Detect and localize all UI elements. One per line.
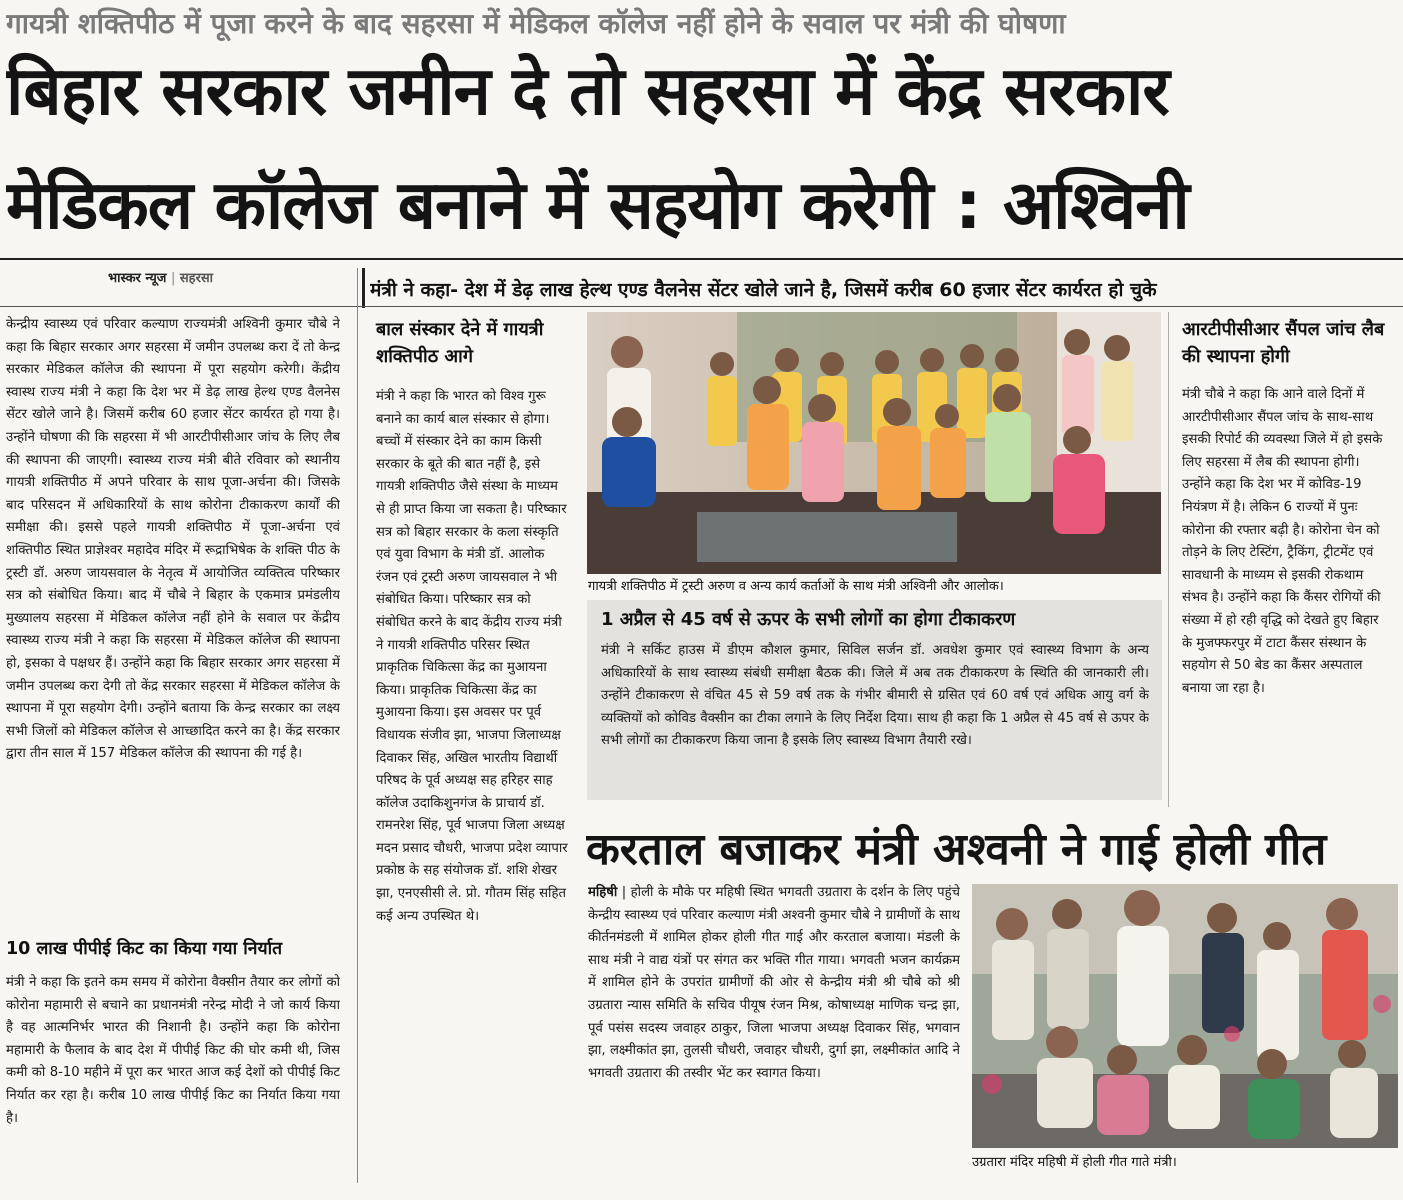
col2-subhead: बाल संस्कार देने में गायत्री शक्तिपीठ आगे: [376, 319, 544, 367]
column-divider-1: [357, 268, 358, 1183]
holi-body: [588, 882, 960, 1162]
photo2-caption: उग्रतारा मंदिर महिषी में होली गीत गाते मंत्री।: [972, 1155, 1177, 1170]
photo-holi-illustration: [972, 884, 1398, 1148]
col1-paragraph-1: केन्द्रीय स्वास्थ्य एवं परिवार कल्याण राज्यमंत्री अश्विनी कुमार चौबे ने कहा कि बिहार सरकार अगर सहरसा में जमीन उपलब्ध करा दें तो केन्द्र सरकार मेडिकल कॉलेज की स्थापना में पूरा सहयोग करेगी। केंद्रीय स्वास्थ राज्य मंत्री ने कहा कि देश भर में डेढ़ लाख हेल्थ एण्ड वैलनेस सेंटर खोले जाने है। जिसमें करीब 60 हजार सेंटर कार्यरत हो गया है। उन्होंने घोषणा की कि सहरसा में भी आरटीपीसीआर जांच के लिए लैब की स्थापना की जाएगी। स्वास्थ्य राज्य मंत्री बीते रविवार को स्थानीय गायत्री शक्तिपीठ में अपने परिवार के साथ पूजा-अर्चना की। जिसके बाद परिसदन में अधिकारियों के साथ कोरोना टीकाकरण कार्यों की समीक्षा की। इससे पहले गायत्री शक्तिपीठ में पूजा-अर्चना एवं शक्तिपीठ स्थित प्राज्ञेश्वर महादेव मंदिर में रूद्राभिषेक के शक्ति पीठ के ट्रस्टी डॉ. अरुण जायसवाल के नेतृत्व में आयोजित व्यक्तित्व परिष्कार सत्र को संबोधित किया। बाद में चौबे ने बिहार के एकमात्र प्रमंडलीय मुख्यालय सहरसा में मेडिकल कॉलेज नहीं होने के सवाल पर केंद्रीय स्वास्थ्य राज्य मंत्री ने कहा कि सहरसा में मेडिकल कॉलेज की स्थापना हो, इसका वे पक्षधर हैं। उन्होंने कहा कि बिहार सरकार अगर सहरसा में जमीन उपलब्ध करा देगी तो केंद्र सरकार सहरसा में मेडिकल कॉलेज के स्थापना में पूरा सहयोग देगी। उन्होंने बताया कि केन्द्र सरकार का लक्ष्य सभी जिलों को मेडिकल कॉलेज से आच्छादित करने का है। केंद्र सरकार द्वारा तीन साल में 157 मेडिकल कॉलेज की स्थापना की गई है।: [6, 317, 340, 762]
photo-gayatri-illustration: [587, 312, 1161, 574]
kicker: गायत्री शक्तिपीठ में पूजा करने के बाद सहरसा में मेडिकल कॉलेज नहीं होने के सवाल पर मंत्री की घोषणा: [6, 7, 1066, 40]
col4-subhead: आरटीपीसीआर सैंपल जांच लैब की स्थापना होगी: [1182, 319, 1385, 367]
vaccine-box-subhead: 1 अप्रैल से 45 वर्ष से ऊपर के सभी लोगों का होगा टीकाकरण: [601, 609, 1016, 630]
byline-separator: |: [170, 271, 176, 286]
vaccine-box: [587, 600, 1162, 800]
vaccine-box-body: मंत्री ने सर्किट हाउस में डीएम कौशल कुमार, सिविल सर्जन डॉ. अवधेश कुमार एवं स्वास्थ्य विभाग के अन्य अधिकारियों के साथ स्वास्थ्य संबंधी समीक्षा बैठक की। जिले में अब तक टीकाकरण के स्थिति की जानकारी ली। उन्होंने टीकाकरण से वंचित 45 से 59 वर्ष तक के गंभीर बीमारी से ग्रसित एवं 60 वर्ष एवं अधिक आयु वर्ग के व्यक्तियों को कोविड वैक्सीन का टीका लगाने के लिए निर्देश दिया। साथ ही कहा कि 1 अप्रैल से 45 वर्ष से ऊपर के सभी लोगों का टीकाकरण किया जाना है इसके लिए स्वास्थ्य विभाग तैयारी रखे।: [601, 643, 1149, 749]
col1-subhead: 10 लाख पीपीई किट का किया गया निर्यात: [6, 939, 283, 959]
col4-body: मंत्री चौबे ने कहा कि आने वाले दिनों में आरटीपीसीआर सैंपल जांच के साथ-साथ इसकी रिपोर्ट की व्यवस्था जिले में हो इसके लिए सहरसा में लैब की स्थापना होगी। उन्होंने कहा कि देश भर में कोविड-19 नियंत्रण में है। लेकिन 6 राज्यों में पुनः कोरोना की रफ्तार बढ़ी है। कोरोना चेन को तोड़ने के लिए टेस्टिंग, ट्रैकिंग, ट्रीटमेंट एवं सावधानी के माध्यम से इसकी रोकथाम संभव है। उन्होंने कहा कि कैंसर रोगियों की संख्या में हो रही वृद्धि को देखते हुए बिहार के मुजफ्फरपुर में टाटा कैंसर संस्थान के सहयोग से 50 बेड का कैंसर अस्पताल बनाया जा रहा है।: [1182, 387, 1383, 696]
subheadline-marker: [362, 268, 365, 308]
headline-line-1: बिहार सरकार जमीन दे तो सहरसा में केंद्र सरकार: [6, 52, 1169, 130]
byline: [108, 268, 213, 286]
headline-line-2: मेडिकल कॉलेज बनाने में सहयोग करेगी : अश्विनी: [6, 166, 1189, 244]
byline-city: सहरसा: [179, 271, 214, 286]
photo1-caption: गायत्री शक्तिपीठ में ट्रस्टी अरुण व अन्य कार्य कर्ताओं के साथ मंत्री अश्विनी और आलोक।: [588, 579, 1004, 594]
holi-body-text: होली के मौके पर महिषी स्थित भगवती उग्रतारा के दर्शन के लिए पहुंचे केन्द्रीय स्वास्थ्य एवं परिवार कल्याण मंत्री अश्वनी कुमार चौबे ने ग्रामीणों के साथ कीर्तनमंडली में शामिल होकर होली गीत गाई और करताल बजाया। मंडली के साथ मंत्री ने वाद्य यंत्रों पर संगत कर भक्ति गीत गाया। भगवती भजन कार्यक्रम में शामिल होने के उपरांत ग्रामीणों की ओर से केन्द्रीय मंत्री श्री चौबे को श्री उग्रतारा न्यास समिति के सचिव पीयूष रंजन मिश्र, कोषाध्यक्ष माणिक चन्द्र झा, पूर्व पसंस सदस्य जवाहर ठाकुर, जिला भाजपा अध्यक्ष दिवाकर सिंह, भगवान झा, लक्ष्मीकांत झा, तुलसी चौधरी, जवाहर चौधरी, दुर्गा झा, लक्ष्मीकांत आदि ने भगवती उग्रतारा की तस्वीर भेंट कर स्वागत किया।: [588, 885, 960, 1081]
subheadline: मंत्री ने कहा- देश में डेढ़ लाख हेल्थ एण्ड वैलनेस सेंटर खोले जाने है, जिसमें करीब 60 हजार सेंटर कार्यरत हो चुके: [370, 279, 1157, 301]
col1-paragraph-2: मंत्री ने कहा कि इतने कम समय में कोरोना वैक्सीन तैयार कर लोगों को कोरोना महामारी से बचाने का प्रधानमंत्री नरेन्द्र मोदी ने जो कार्य किया है वह आत्मनिर्भर भारत की निशानी है। उन्होंने कहा कि कोरोना महामारी के फैलाव के बाद देश में पीपीई किट की घोर कमी थी, जिस कमी को 8-10 महीने में पूरा कर भारत आज कई देशों को पीपीई किट निर्यात कर रहा है। करीब 10 लाख पीपीई किट का निर्यात किया गया है।: [6, 975, 340, 1126]
col2-body: मंत्री ने कहा कि भारत को विश्व गुरू बनाने का कार्य बाल संस्कार से होगा। बच्चों में संस्कार देने का काम किसी सरकार के बूते की बात नहीं है, इसे गायत्री शक्तिपीठ जैसे संस्था के माध्यम से ही प्राप्त किया जा सकता है। परिष्कार सत्र को बिहार सरकार के कला संस्कृति एवं युवा विभाग के मंत्री डॉ. आलोक रंजन एवं ट्रस्टी अरुण जायसवाल ने भी संबोधित किया। परिष्कार सत्र को संबोधित करने के बाद केंद्रीय राज्य मंत्री ने गायत्री शक्तिपीठ परिसर स्थित प्राकृतिक चिकित्सा केंद्र का मुआयना किया। प्राकृतिक चिकित्सा केंद्र का मुआयना किया। इस अवसर पर पूर्व विधायक संजीव झा, भाजपा जिलाध्यक्ष दिवाकर सिंह, अखिल भारतीय विद्यार्थी परिषद के पूर्व अध्यक्ष सह हरिहर साह कॉलेज उदाकिशुनगंज के प्राचार्य डॉ. रामनरेश सिंह, पूर्व भाजपा जिला अध्यक्ष मदन प्रसाद चौधरी, भाजपा प्रदेश व्यापार प्रकोष्ठ के सह संयोजक डॉ. शशि शेखर झा, एनएसीसी ले. प्रो. गौतम सिंह सहित कई अन्य उपस्थित थे।: [376, 389, 568, 924]
holi-dateline-separator: |: [621, 885, 627, 900]
headline-rule: [0, 258, 1403, 260]
byline-agency: भास्कर न्यूज: [108, 271, 167, 286]
column-divider-2: [1168, 312, 1169, 807]
photo-holi: [972, 884, 1398, 1148]
holi-headline: करताल बजाकर मंत्री अश्वनी ने गाई होली गीत: [586, 824, 1327, 875]
holi-dateline: महिषी: [588, 885, 618, 900]
photo-gayatri-shaktipeeth: [587, 312, 1161, 574]
subheadline-rule: [0, 306, 1403, 307]
